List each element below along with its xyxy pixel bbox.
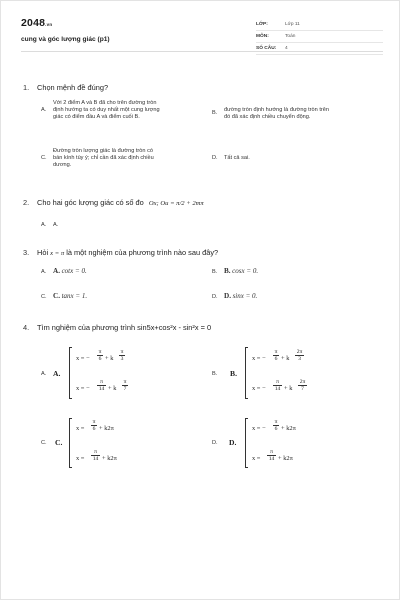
q2-option-a[interactable]	[41, 222, 101, 232]
fraction	[91, 449, 100, 462]
option-bold: B.	[224, 267, 231, 275]
option-line: Với 2 điểm A và B đã cho trên đường tròn	[53, 100, 157, 106]
numerator: π	[92, 419, 96, 425]
option-label: A.	[41, 222, 47, 228]
fraction	[273, 419, 279, 432]
eq-plus-k2pi: + k2π	[102, 455, 117, 462]
eq-lhs: x =	[76, 425, 85, 432]
numerator: π	[123, 379, 127, 385]
system-brace	[245, 347, 249, 399]
option-label: B.	[212, 371, 218, 377]
worksheet-header	[21, 17, 383, 61]
worksheet-meta	[256, 19, 383, 55]
eq-plus-k: + k	[108, 385, 117, 392]
q1-option-c[interactable]	[41, 148, 211, 172]
numerator: π	[276, 379, 279, 385]
option-label: A.	[41, 269, 47, 275]
system-brace	[245, 418, 249, 468]
question-4	[23, 323, 211, 332]
option-line: bán kính tùy ý; chỉ cần đã xác định chiều	[53, 155, 154, 162]
option-text	[224, 293, 257, 301]
denominator: 6	[274, 356, 278, 362]
denominator: 6	[92, 426, 96, 432]
question-text-rest: là một nghiệm của phương trình nào sau đây?	[66, 248, 219, 257]
option-label: B.	[212, 269, 218, 275]
denominator: 7	[123, 386, 127, 392]
option-label: D.	[212, 155, 218, 161]
option-bold: B.	[230, 369, 237, 378]
option-math: cosx = 0.	[232, 267, 259, 275]
q3-option-b[interactable]	[212, 269, 332, 279]
option-label: D.	[212, 440, 218, 446]
question-text: Tìm nghiệm của phương trình sin5x+cos²x - sin²x = 0	[37, 323, 212, 332]
eq-lhs: x = −	[252, 425, 266, 432]
option-bold: D.	[229, 438, 237, 447]
q1-option-b[interactable]	[212, 107, 382, 127]
eq-plus-k2pi: + k2π	[278, 455, 293, 462]
site-logo[interactable]: 2048.vn	[21, 17, 53, 29]
numerator: π	[98, 349, 102, 355]
option-math: cotx = 0.	[61, 267, 87, 275]
fraction	[122, 379, 128, 392]
fraction	[295, 349, 304, 362]
fraction	[267, 449, 276, 462]
option-bold: D.	[224, 292, 231, 300]
q3-option-c[interactable]	[41, 294, 161, 304]
eq-lhs: x =	[252, 455, 261, 462]
question-3	[23, 248, 218, 257]
question-math: x = π	[50, 250, 65, 257]
question-1	[23, 83, 108, 92]
option-line: giác có điểm đầu A và điểm cuối B.	[53, 114, 140, 121]
option-line: đường tròn định hướng là đường tròn trên	[224, 107, 329, 113]
option-label: D.	[212, 294, 218, 300]
denominator: 6	[98, 356, 102, 362]
eq-lhs: x = −	[252, 355, 266, 362]
option-line: đó đã xác định chiều chuyển động.	[224, 114, 311, 121]
fraction	[273, 349, 279, 362]
meta-key: SỐ CÂU:	[256, 46, 277, 51]
denominator: 14	[92, 456, 99, 462]
numerator: 2π	[296, 349, 303, 355]
q1-option-d[interactable]	[212, 155, 332, 165]
eq-lhs: x = −	[76, 385, 90, 392]
meta-value: Lớp 11	[285, 22, 300, 27]
numerator: π	[270, 449, 273, 455]
system-brace	[69, 347, 73, 399]
system-brace	[69, 418, 73, 468]
numerator: π	[94, 449, 97, 455]
q1-option-a[interactable]	[41, 100, 221, 124]
denominator: 14	[274, 386, 281, 392]
fraction	[119, 349, 125, 362]
worksheet-title: cung và góc lượng giác (p1)	[21, 36, 110, 43]
q4-option-a[interactable]	[41, 343, 161, 403]
eq-lhs: x =	[76, 455, 85, 462]
question-text: Chọn mệnh đề đúng?	[37, 83, 109, 92]
option-line: Đường tròn lượng giác là đường tròn có	[53, 148, 153, 154]
meta-row-subject	[256, 31, 383, 43]
numerator: π	[120, 349, 124, 355]
option-bold: C.	[55, 438, 63, 447]
eq-plus-k2pi: + k2π	[99, 425, 114, 432]
numerator: π	[274, 419, 278, 425]
q4-option-b[interactable]	[212, 343, 332, 403]
eq-lhs: x = −	[76, 355, 90, 362]
denominator: 7	[301, 386, 304, 392]
denominator: 3	[298, 356, 301, 362]
question-number: 1.	[23, 83, 30, 92]
meta-value: 4	[285, 46, 288, 51]
option-label: C.	[41, 155, 47, 161]
q3-option-d[interactable]	[212, 294, 332, 304]
option-bold: C.	[53, 292, 60, 300]
question-number: 4.	[23, 323, 30, 332]
option-label: B.	[212, 110, 218, 116]
meta-row-class	[256, 19, 383, 31]
fraction	[298, 379, 307, 392]
option-math: tanx = 1.	[61, 292, 88, 300]
option-text: Tất cả sai.	[224, 155, 250, 161]
meta-key: LỚP:	[256, 22, 268, 27]
denominator: 14	[268, 456, 275, 462]
denominator: 6	[274, 426, 278, 432]
eq-plus-k2pi: + k2π	[281, 425, 296, 432]
meta-row-count	[256, 43, 383, 55]
denominator: 14	[98, 386, 105, 392]
option-text	[53, 100, 160, 122]
option-text: A.	[53, 222, 59, 228]
eq-plus-k: + k	[284, 385, 293, 392]
option-text	[53, 293, 87, 301]
eq-lhs: x = −	[252, 385, 266, 392]
option-line: dương.	[53, 162, 72, 169]
fraction	[273, 379, 282, 392]
meta-value: Toán	[285, 34, 296, 39]
option-label: C.	[41, 440, 47, 446]
fraction	[97, 349, 103, 362]
question-math: Ox; Ou = π/2 + 2mπ	[148, 200, 204, 207]
numerator: 2π	[299, 379, 306, 385]
option-label: A.	[41, 107, 47, 113]
denominator: 3	[120, 356, 124, 362]
question-text: Hỏi	[37, 248, 49, 257]
q3-option-a[interactable]	[41, 269, 161, 279]
numerator: π	[274, 349, 278, 355]
eq-plus-k: + k	[281, 355, 290, 362]
option-text	[53, 268, 87, 276]
option-label: A.	[41, 371, 47, 377]
header-divider	[21, 51, 383, 52]
question-2	[23, 198, 204, 207]
fraction	[97, 379, 106, 392]
option-text	[53, 148, 154, 170]
option-text	[224, 268, 258, 276]
question-text: Cho hai góc lượng giác có số đo	[37, 198, 144, 207]
option-label: C.	[41, 294, 47, 300]
question-number: 3.	[23, 248, 30, 257]
fraction	[91, 419, 97, 432]
q4-option-c[interactable]	[41, 415, 161, 471]
meta-key: MÔN:	[256, 34, 269, 39]
option-line: định hướng ta có duy nhất một cung lượng	[53, 107, 160, 114]
option-bold: A.	[53, 369, 61, 378]
numerator: π	[100, 379, 103, 385]
q4-option-d[interactable]	[212, 415, 332, 471]
option-text	[224, 107, 329, 121]
question-number: 2.	[23, 198, 30, 207]
eq-plus-k: + k	[105, 355, 114, 362]
option-math: sinx = 0.	[232, 292, 258, 300]
option-bold: A.	[53, 267, 60, 275]
